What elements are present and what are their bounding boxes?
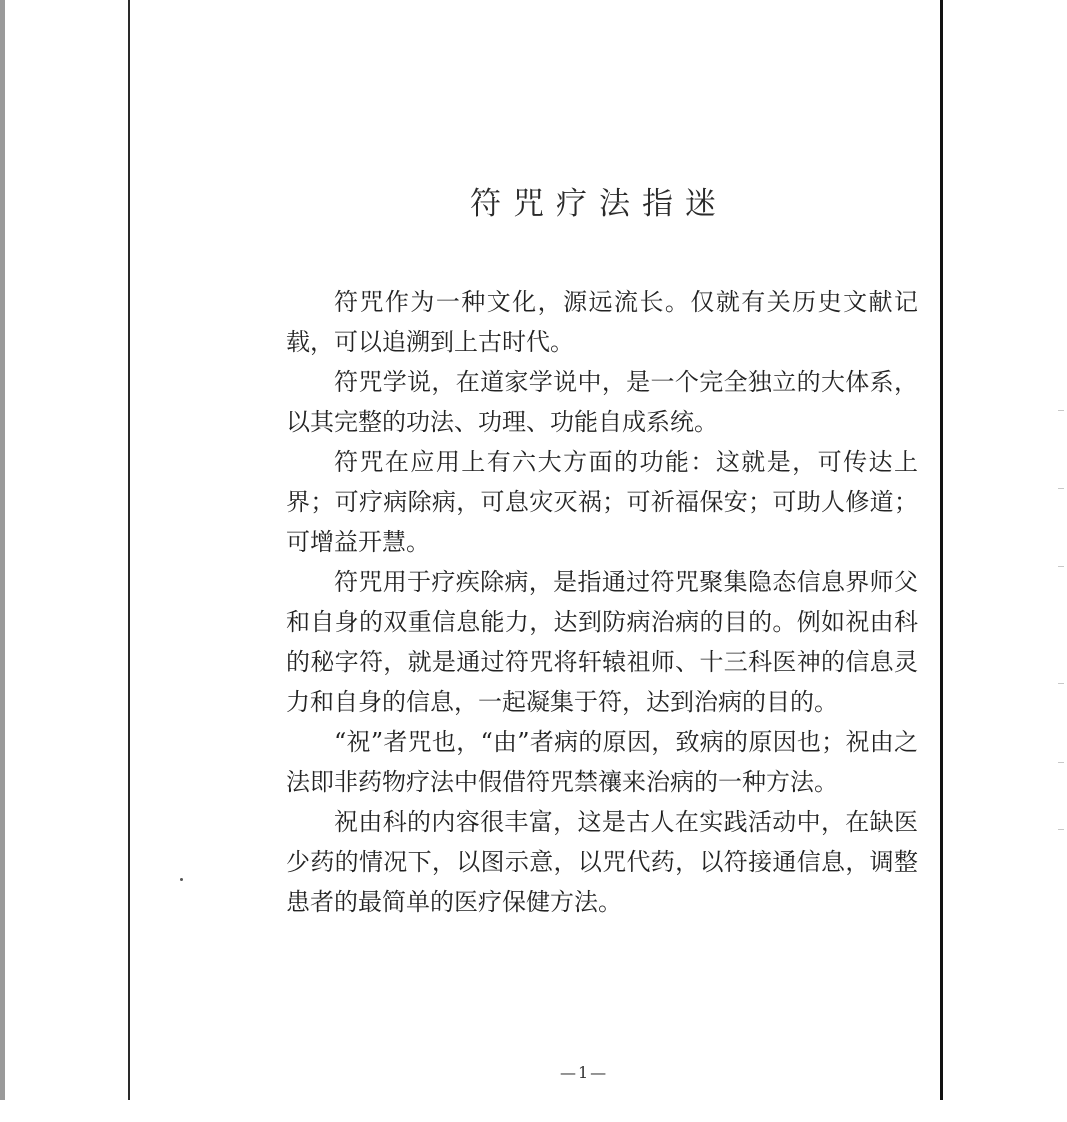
paragraph: 符咒用于疗疾除病，是指通过符咒聚集隐态信息界师父和自身的双重信息能力，达到防病治病的目的。例如祝由科的秘字符，就是通过符咒将轩辕祖师、十三科医神的信息灵力和自身的信息，一起凝集于符，达到治病的目的。 (286, 568, 918, 716)
scan-edge-left (0, 0, 5, 1100)
page-title: 符咒疗法指迷 (470, 186, 728, 222)
paragraph: 符咒作为一种文化，源远流长。仅就有关历史文献记载，可以追溯到上古时代。 (286, 288, 918, 356)
page-border-left (128, 0, 130, 1100)
paragraph: 符咒学说，在道家学说中，是一个完全独立的大体系，以其完整的功法、功理、功能自成系统。 (286, 368, 918, 436)
margin-mark (1058, 488, 1064, 489)
scan-speck (180, 878, 183, 881)
document-body (286, 282, 918, 922)
margin-mark (1058, 410, 1064, 411)
margin-mark (1058, 566, 1064, 567)
margin-mark (1058, 762, 1064, 763)
margin-mark (1058, 829, 1064, 830)
margin-mark (1058, 683, 1064, 684)
paragraph: 符咒在应用上有六大方面的功能：这就是，可传达上界；可疗病除病，可息灾灭祸；可祈福保安；可助人修道；可增益开慧。 (286, 448, 918, 556)
paragraph: “祝”者咒也，“由”者病的原因，致病的原因也；祝由之法即非药物疗法中假借符咒禁禳来治病的一种方法。 (286, 728, 918, 796)
page-border-right (940, 0, 943, 1100)
page-number: —1— (560, 1063, 609, 1082)
paragraph: 祝由科的内容很丰富，这是古人在实践活动中，在缺医少药的情况下，以图示意，以咒代药，以符接通信息，调整患者的最简单的医疗保健方法。 (286, 808, 918, 916)
